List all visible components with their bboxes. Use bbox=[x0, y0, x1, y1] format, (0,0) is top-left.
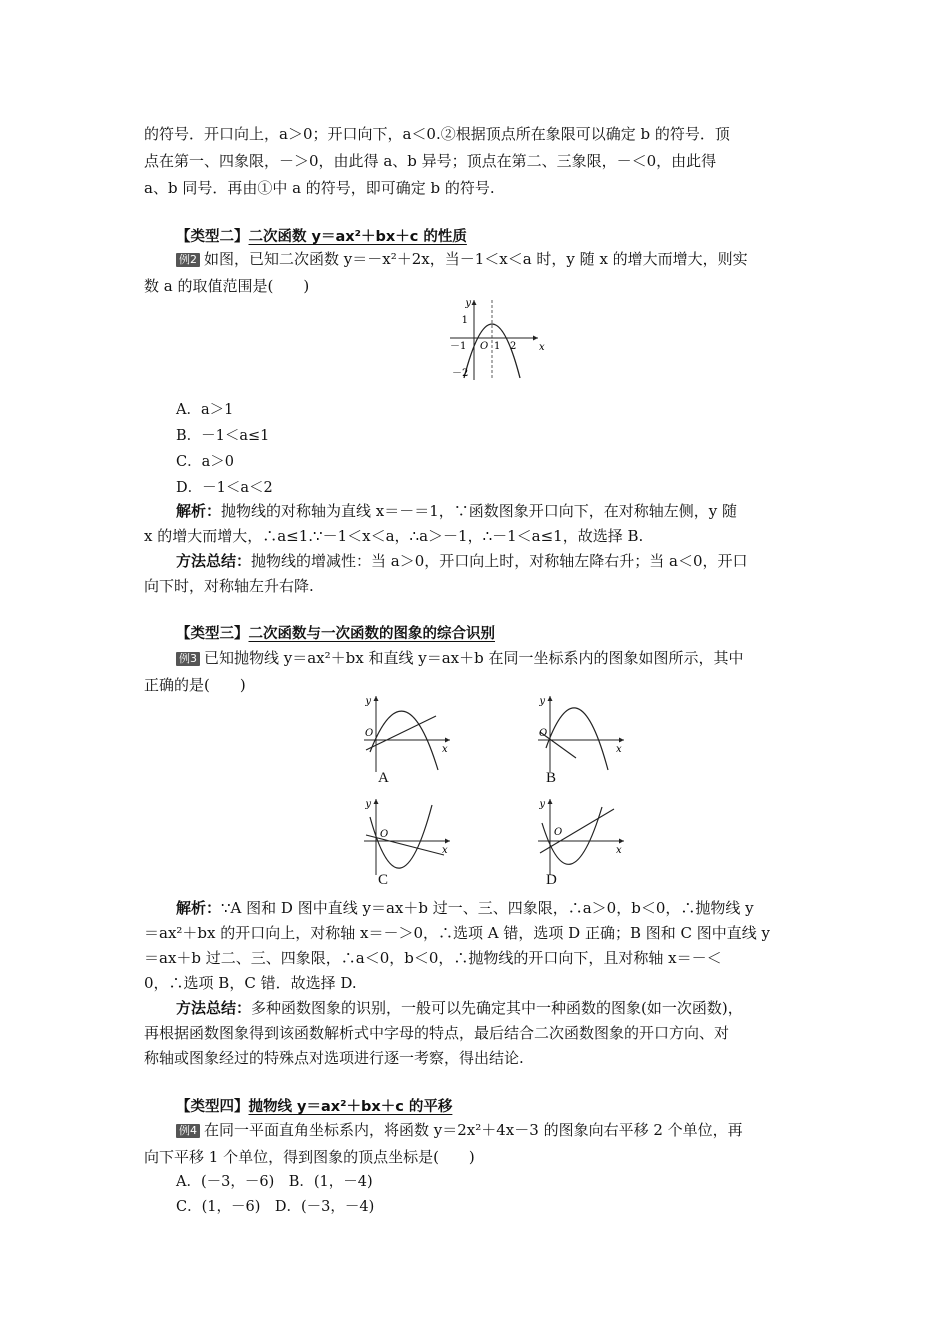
line-graph bbox=[366, 835, 444, 855]
example-badge: 例2 bbox=[176, 253, 200, 267]
method-label: 方法总结： bbox=[176, 999, 252, 1017]
origin-label: O bbox=[539, 728, 548, 739]
tick-2: 2 bbox=[510, 341, 517, 352]
type3-figure-d bbox=[536, 795, 626, 877]
figure-label-c: C bbox=[378, 872, 389, 888]
x-axis-arrow bbox=[445, 738, 450, 743]
tick-y-neg2: －2 bbox=[452, 368, 469, 379]
figure-label-b: B bbox=[546, 770, 557, 786]
type2-analysis-line-2: x 的增大而增大，∴a≤1.∵－1＜x＜a，∴a＞－1，∴－1＜a≤1，故选择 B. bbox=[144, 527, 644, 545]
type2-question-line-2: 数 a 的取值范围是( ) bbox=[144, 277, 310, 295]
axis-x-label: x bbox=[616, 845, 622, 856]
y-axis-arrow bbox=[374, 799, 379, 804]
parabola-curve bbox=[542, 807, 602, 864]
type4-title: 抛物线 y＝ax²＋bx＋c 的平移 bbox=[248, 1099, 453, 1115]
analysis-label: 解析： bbox=[176, 502, 222, 520]
analysis-label: 解析： bbox=[176, 899, 222, 917]
tick-1: 1 bbox=[494, 341, 501, 352]
tick-neg1: －1 bbox=[450, 341, 467, 352]
type2-parabola-figure bbox=[444, 294, 544, 384]
intro-line-2: 点在第一、四象限，－＞0，由此得 a、b 异号；顶点在第二、三象限，－＜0，由此得 bbox=[144, 152, 717, 170]
type3-question-line-2: 正确的是( ) bbox=[144, 676, 246, 694]
axis-y-label: y bbox=[365, 696, 371, 707]
y-axis-arrow bbox=[472, 300, 477, 305]
axis-x-label: x bbox=[616, 744, 622, 755]
type4-tag: 【类型四】 bbox=[176, 1099, 249, 1115]
line-graph bbox=[540, 809, 614, 853]
type3-tag: 【类型三】 bbox=[176, 626, 249, 642]
parabola-curve bbox=[546, 708, 608, 770]
intro-line-3: a、b 同号．再由①中 a 的符号，即可确定 b 的符号. bbox=[144, 179, 495, 197]
type4-question-line-2: 向下平移 1 个单位，得到图象的顶点坐标是( ) bbox=[144, 1148, 475, 1166]
type3-figure-b bbox=[536, 692, 626, 774]
axis-y-label: y bbox=[365, 799, 371, 810]
type3-figure-a bbox=[362, 692, 452, 774]
type2-option-d: D．－1＜a＜2 bbox=[176, 480, 273, 496]
axis-y-label: y bbox=[539, 799, 545, 810]
type2-question-line-1 bbox=[176, 249, 748, 269]
axis-y-label: y bbox=[539, 696, 545, 707]
example-badge: 例4 bbox=[176, 1124, 200, 1138]
x-axis-arrow bbox=[619, 738, 624, 743]
type2-title: 二次函数 y＝ax²＋bx＋c 的性质 bbox=[248, 229, 467, 245]
type4-question-line-1 bbox=[176, 1120, 743, 1140]
type2-q1: 如图，已知二次函数 y＝－x²＋2x，当－1＜x＜a 时，y 随 x 的增大而增大，则实 bbox=[204, 250, 748, 268]
origin-label: O bbox=[365, 728, 374, 739]
type3-method-line-1 bbox=[176, 998, 743, 1018]
type2-heading bbox=[176, 227, 467, 247]
intro-line-1: 的符号．开口向上，a＞0；开口向下，a＜0.②根据顶点所在象限可以确定 b 的符号．顶 bbox=[144, 125, 730, 143]
method-label: 方法总结： bbox=[176, 552, 252, 570]
figure-label-d: D bbox=[546, 872, 557, 888]
y-axis-arrow bbox=[548, 696, 553, 701]
type2-method-line-2: 向下时，对称轴左升右降. bbox=[144, 577, 314, 595]
x-axis-arrow bbox=[533, 336, 538, 341]
type3-method-line-2: 再根据函数图象得到该函数解析式中字母的特点，最后结合二次函数图象的开口方向、对 bbox=[144, 1024, 730, 1042]
type4-options-line-2: C．(1，－6) D．(－3，－4) bbox=[176, 1199, 375, 1215]
figure-label-a: A bbox=[378, 770, 389, 786]
y-axis-arrow bbox=[548, 799, 553, 804]
analysis-text: ∵A 图和 D 图中直线 y＝ax＋b 过一、三、四象限，∴a＞0，b＜0，∴抛物线 y bbox=[221, 899, 754, 917]
analysis-text: 抛物线的对称轴为直线 x＝－＝1，∵函数图象开口向下，在对称轴左侧，y 随 bbox=[221, 502, 738, 520]
type3-method-line-3: 称轴或图象经过的特殊点对选项进行逐一考察，得出结论. bbox=[144, 1049, 524, 1067]
type2-option-b: B．－1＜a≤1 bbox=[176, 428, 270, 444]
type3-analysis-line-1 bbox=[176, 898, 754, 918]
tick-y1: 1 bbox=[461, 315, 468, 326]
type3-heading bbox=[176, 624, 495, 644]
x-axis-arrow bbox=[619, 839, 624, 844]
type2-tag: 【类型二】 bbox=[176, 229, 249, 245]
axis-x-label: x bbox=[442, 744, 448, 755]
type4-options-line-1: A．(－3，－6) B．(1，－4) bbox=[176, 1174, 373, 1190]
x-axis-arrow bbox=[445, 839, 450, 844]
method-text: 多种函数图象的识别，一般可以先确定其中一种函数的图象(如一次函数)， bbox=[251, 999, 743, 1017]
type2-option-c: C．a＞0 bbox=[176, 454, 234, 470]
origin-label: O bbox=[380, 829, 389, 840]
axis-x-label: x bbox=[442, 845, 448, 856]
origin-label: O bbox=[554, 827, 563, 838]
axis-y-label: y bbox=[465, 298, 471, 309]
origin-label: O bbox=[480, 341, 489, 352]
type4-q1: 在同一平面直角坐标系内，将函数 y＝2x²＋4x－3 的图象向右平移 2 个单位，再 bbox=[204, 1121, 743, 1139]
type3-question-line-1 bbox=[176, 648, 744, 668]
method-text: 抛物线的增减性：当 a＞0，开口向上时，对称轴左降右升；当 a＜0，开口 bbox=[251, 552, 748, 570]
type3-title: 二次函数与一次函数的图象的综合识别 bbox=[248, 626, 495, 642]
type2-option-a: A．a＞1 bbox=[176, 402, 234, 418]
type4-heading bbox=[176, 1097, 452, 1117]
axis-x-label: x bbox=[539, 342, 545, 353]
type3-analysis-line-3: ＝ax＋b 过二、三、四象限，∴a＜0，b＜0，∴抛物线的开口向下，且对称轴 x＝－＜ bbox=[144, 949, 722, 967]
type2-analysis-line-1 bbox=[176, 501, 737, 521]
type3-analysis-line-4: 0，∴选项 B，C 错．故选择 D. bbox=[144, 974, 357, 992]
type3-analysis-line-2: ＝ax²＋bx 的开口向上，对称轴 x＝－＞0，∴选项 A 错，选项 D 正确；B 图和 C 图中直线 y bbox=[144, 924, 770, 942]
example-badge: 例3 bbox=[176, 652, 200, 666]
type2-method-line-1 bbox=[176, 551, 748, 571]
y-axis-arrow bbox=[374, 696, 379, 701]
type3-q1: 已知抛物线 y＝ax²＋bx 和直线 y＝ax＋b 在同一坐标系内的图象如图所示，其中 bbox=[204, 649, 744, 667]
type3-figure-c bbox=[362, 795, 452, 877]
